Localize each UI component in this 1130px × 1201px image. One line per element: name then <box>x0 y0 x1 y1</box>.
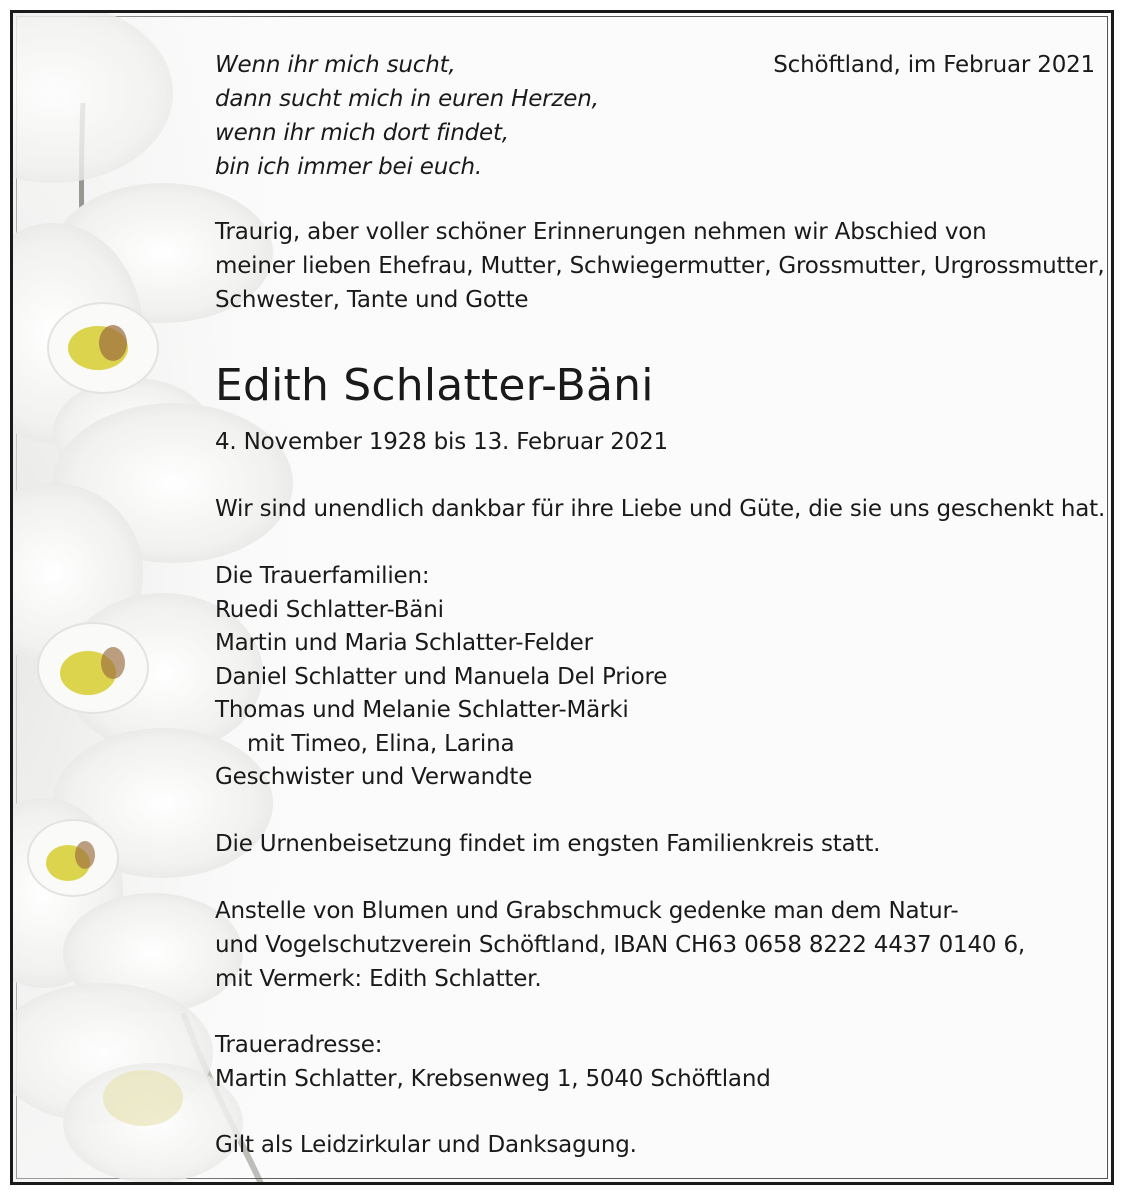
intro-line: meiner lieben Ehefrau, Mutter, Schwiegermutter, Grossmutter, Urgrossmutter, <box>215 253 1105 279</box>
family-member: Ruedi Schlatter-Bäni <box>215 597 444 623</box>
poem-line: dann sucht mich in euren Herzen, <box>215 86 599 112</box>
gratitude-text: Wir sind unendlich dankbar für ihre Liebe und Güte, die sie uns geschenkt hat. <box>215 496 1106 522</box>
address-heading: Traueradresse: <box>215 1032 383 1058</box>
deceased-name: Edith Schlatter-Bäni <box>215 360 654 411</box>
intro-line: Schwester, Tante und Gotte <box>215 287 529 313</box>
life-dates: 4. November 1928 bis 13. Februar 2021 <box>215 429 668 455</box>
donation-line: Anstelle von Blumen und Grabschmuck gedenke man dem Natur- <box>215 898 959 924</box>
family-member-children: mit Timeo, Elina, Larina <box>247 731 515 757</box>
burial-notice: Die Urnenbeisetzung findet im engsten Familienkreis statt. <box>215 831 881 857</box>
poem-line: Wenn ihr mich sucht, <box>215 52 456 78</box>
donation-line: und Vogelschutzverein Schöftland, IBAN CH63 0658 8222 4437 0140 6, <box>215 932 1025 958</box>
families-heading: Die Trauerfamilien: <box>215 563 430 589</box>
family-member: Martin und Maria Schlatter-Felder <box>215 630 593 656</box>
family-member: Geschwister und Verwandte <box>215 764 533 790</box>
poem-line: wenn ihr mich dort findet, <box>215 120 509 146</box>
poem-line: bin ich immer bei euch. <box>215 154 483 180</box>
obituary-frame <box>10 10 1114 1185</box>
family-member: Daniel Schlatter und Manuela Del Priore <box>215 664 668 690</box>
place-date: Schöftland, im Februar 2021 <box>773 52 1095 78</box>
obituary-content <box>215 13 1106 1182</box>
family-member: Thomas und Melanie Schlatter-Märki <box>215 697 629 723</box>
closing-note: Gilt als Leidzirkular und Danksagung. <box>215 1132 637 1158</box>
donation-line: mit Vermerk: Edith Schlatter. <box>215 966 542 992</box>
mourning-address: Martin Schlatter, Krebsenweg 1, 5040 Schöftland <box>215 1066 771 1092</box>
intro-line: Traurig, aber voller schöner Erinnerungen nehmen wir Abschied von <box>215 219 987 245</box>
